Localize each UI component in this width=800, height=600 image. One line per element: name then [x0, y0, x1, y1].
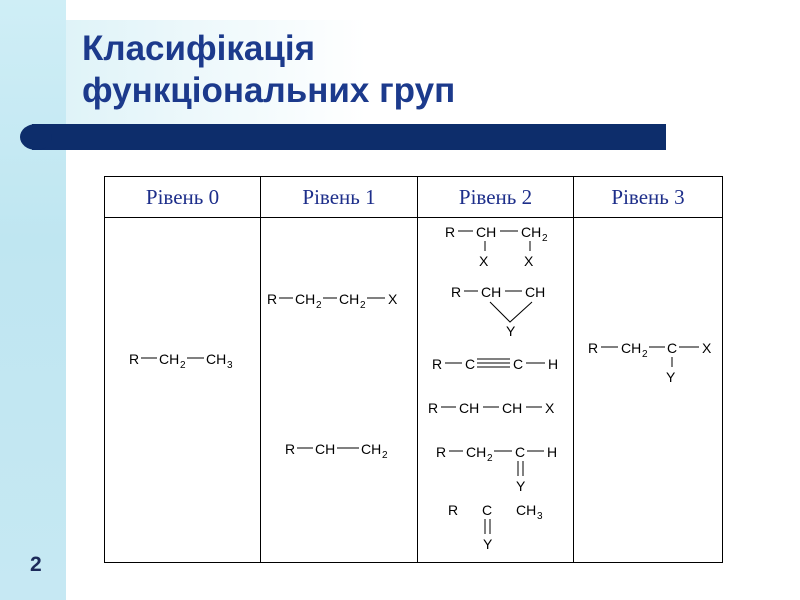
svg-text:H: H	[548, 356, 559, 372]
svg-text:R: R	[267, 291, 278, 307]
formula-level3-substituted	[574, 218, 722, 562]
svg-text:R: R	[448, 502, 459, 518]
formula-level2-vinyl-halide	[428, 400, 555, 416]
classification-table	[104, 176, 723, 563]
svg-text:Y: Y	[516, 478, 526, 494]
formula-level2-aldehyde	[436, 444, 557, 494]
svg-text:CH: CH	[621, 340, 642, 356]
svg-text:X: X	[479, 253, 489, 269]
svg-text:CH: CH	[159, 351, 180, 367]
formula-level2-set	[418, 218, 573, 562]
svg-text:2: 2	[316, 300, 322, 311]
svg-text:CH: CH	[459, 400, 480, 416]
svg-text:2: 2	[180, 360, 186, 371]
svg-text:Y: Y	[506, 323, 516, 339]
svg-text:Y: Y	[666, 369, 676, 385]
svg-text:C: C	[667, 340, 678, 356]
formula-level1-alkene	[285, 441, 388, 461]
cell-level-3	[574, 218, 723, 563]
table-header-row	[105, 177, 723, 218]
formula-level2-alkyne	[432, 356, 558, 372]
svg-text:3: 3	[537, 511, 543, 522]
header-level-1: Рівень 1	[261, 177, 418, 218]
svg-text:C: C	[515, 444, 526, 460]
svg-text:C: C	[482, 502, 493, 518]
svg-text:CH: CH	[525, 284, 546, 300]
svg-text:CH: CH	[476, 224, 497, 240]
title-divider	[18, 122, 666, 152]
svg-text:2: 2	[487, 453, 493, 464]
cell-level-2	[418, 218, 574, 563]
slide-title-line2: функціональних груп	[82, 71, 456, 110]
svg-text:X: X	[524, 253, 534, 269]
header-level-2: Рівень 2	[418, 177, 574, 218]
svg-text:Y: Y	[483, 536, 493, 552]
svg-text:R: R	[129, 351, 140, 367]
svg-text:R: R	[436, 444, 447, 460]
svg-text:C: C	[513, 356, 524, 372]
svg-text:2: 2	[642, 349, 648, 360]
svg-text:CH: CH	[361, 441, 382, 457]
svg-text:R: R	[285, 441, 296, 457]
svg-text:2: 2	[360, 300, 366, 311]
svg-text:R: R	[432, 356, 443, 372]
side-gradient-bar	[0, 0, 66, 600]
svg-text:X: X	[702, 340, 712, 356]
svg-text:R: R	[428, 400, 439, 416]
svg-text:H: H	[547, 444, 558, 460]
svg-text:R: R	[588, 340, 599, 356]
svg-text:CH: CH	[521, 224, 542, 240]
svg-text:C: C	[465, 356, 476, 372]
slide-title	[82, 28, 455, 112]
slide-number: 2	[30, 553, 42, 576]
formula-level2-ketone	[448, 502, 543, 552]
svg-text:CH: CH	[466, 444, 487, 460]
cell-level-1	[261, 218, 418, 563]
svg-text:CH: CH	[339, 291, 360, 307]
header-level-3: Рівень 3	[574, 177, 723, 218]
svg-text:2: 2	[382, 450, 388, 461]
svg-text:R: R	[445, 224, 456, 240]
svg-text:X: X	[388, 291, 398, 307]
formula-level0-propane	[105, 218, 260, 562]
slide-title-line1: Класифікація	[82, 29, 316, 68]
formula-level1-haloalkane	[267, 291, 398, 311]
svg-text:X: X	[545, 400, 555, 416]
svg-text:R: R	[451, 284, 462, 300]
table-body-row	[105, 218, 723, 563]
svg-text:CH: CH	[295, 291, 316, 307]
formula-level2-epoxide	[451, 284, 545, 339]
svg-text:CH: CH	[481, 284, 502, 300]
svg-text:3: 3	[227, 360, 233, 371]
svg-text:CH: CH	[516, 502, 537, 518]
cell-level-0	[105, 218, 261, 563]
formula-level1-set	[261, 218, 417, 562]
svg-text:CH: CH	[502, 400, 523, 416]
svg-text:2: 2	[542, 233, 548, 244]
formula-level2-dihalide	[445, 224, 548, 269]
svg-text:CH: CH	[315, 441, 336, 457]
header-level-0: Рівень 0	[105, 177, 261, 218]
svg-text:CH: CH	[206, 351, 227, 367]
